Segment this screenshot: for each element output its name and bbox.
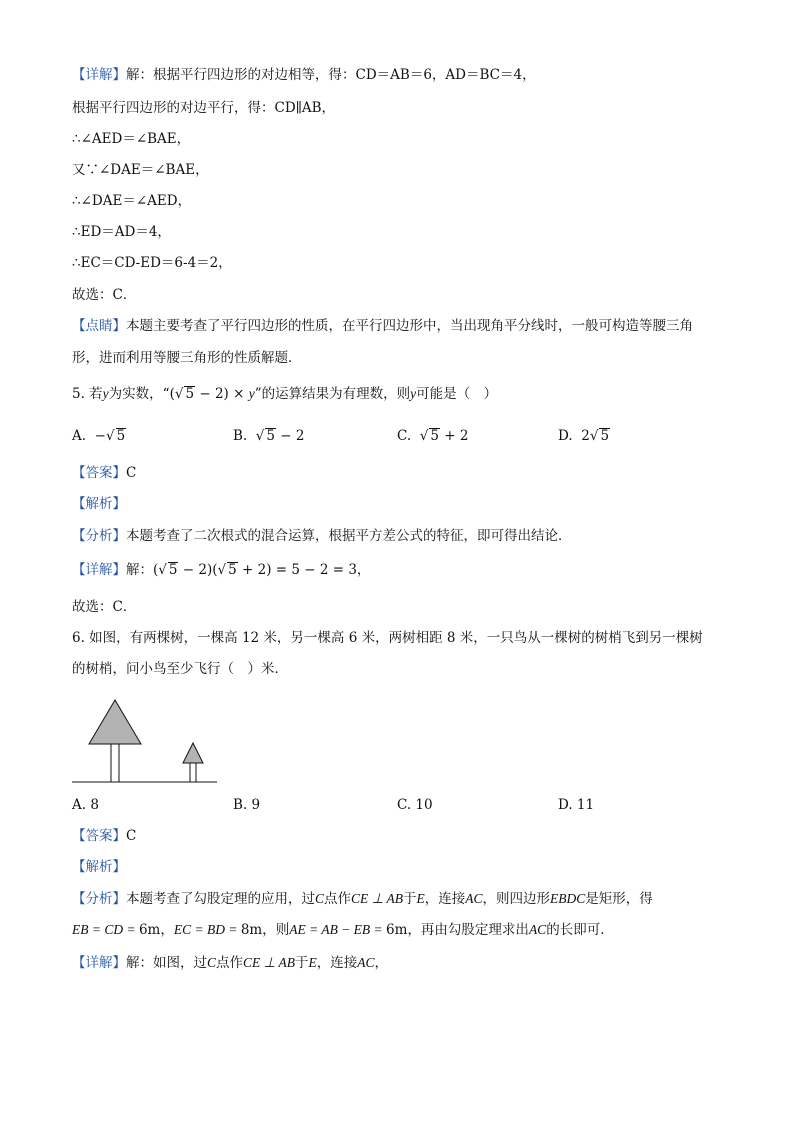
q5-stem-d: 可能是（ ）	[416, 386, 498, 402]
q5-fenxi-text: 本题考查了二次根式的混合运算，根据平方差公式的特征，即可得出结论．	[126, 528, 572, 544]
q6-d1-C: C	[207, 955, 217, 970]
q5-detail-mid: − 2)(	[178, 562, 218, 578]
q6-f1d: ，连接	[424, 891, 466, 907]
q6-f1-E: E	[416, 891, 425, 906]
q5-stem: 5. 若y为实数，“(√ 5 − 2) × y”的运算结果为有理数，则y可能是（ ）	[72, 386, 498, 402]
analysis-tag: 【解析】	[72, 859, 126, 875]
q5-analysis	[72, 494, 126, 514]
q6-option-c: C. 10	[397, 797, 433, 813]
short-tree-crown	[183, 743, 203, 763]
prev-detail-line-8: 故选：C．	[72, 287, 137, 303]
detail-tag: 【详解】	[72, 67, 126, 83]
q6-d1c: 于	[295, 955, 309, 971]
q6-f1a: 本题考查了勾股定理的应用，过	[126, 891, 315, 907]
q6-f1b: 点作	[324, 891, 352, 907]
q6-analysis	[72, 857, 126, 877]
q6-d1b: 点作	[216, 955, 244, 971]
q6-d1-AC: AC	[357, 955, 375, 970]
opt-b-suffix: − 2	[276, 428, 305, 444]
q5-detail-open: (	[153, 562, 159, 578]
q6-f1-C: C	[315, 891, 325, 906]
prev-detail-line-7: ∴EC＝CD-ED＝6-4＝2，	[72, 255, 232, 271]
answer-tag: 【答案】	[72, 828, 126, 844]
q6-f1f: 是矩形，得	[585, 891, 653, 907]
opt-a-label: A.	[72, 428, 87, 444]
q6-f2j: 的长即可．	[546, 922, 614, 938]
q5-fenxi	[72, 526, 572, 546]
q6-d1-E: E	[308, 955, 317, 970]
q6-f2i: ，再由勾股定理求出	[407, 922, 529, 938]
q6-f2d: EC = BD =	[173, 922, 241, 937]
q6-f2c: ，	[160, 922, 174, 938]
fenxi-tag: 【分析】	[72, 891, 126, 907]
opt-d-label: D.	[558, 428, 573, 444]
q6-option-a: A. 8	[72, 797, 99, 813]
q6-f1-CE: CE ⊥ AB	[351, 891, 404, 906]
q5-option-b: B. √ 5 − 2	[233, 428, 305, 444]
two-trees-figure	[70, 692, 220, 787]
detail-tag: 【详解】	[72, 955, 126, 971]
opt-c-suffix: + 2	[439, 428, 469, 444]
q6-f1e: ，则四边形	[482, 891, 551, 907]
q5-stem-a: 5. 若	[72, 386, 103, 402]
q6-answer-value: C	[126, 828, 137, 844]
q6-stem-2: 的树梢，问小鸟至少飞行（ ）米．	[72, 661, 288, 677]
q6-f2e: 8m	[240, 922, 263, 938]
opt-b-radicand: 5	[266, 428, 275, 444]
q6-stem-1: 6. 如图，有两棵树，一棵高 12 米，另一棵高 6 米，两树相距 8 米，一只鸟从一棵树的树梢飞到另一棵树	[72, 630, 703, 646]
prev-detail-line-6: ∴ED＝AD＝4，	[72, 224, 171, 240]
q5-stem-b: 为实数，“	[108, 386, 170, 402]
prev-comment-line-2: 形，进而利用等腰三角形的性质解题．	[72, 350, 302, 366]
q6-f2a: EB = CD =	[72, 922, 139, 937]
q5-stem-c: ”的运算结果为有理数，则	[254, 386, 411, 402]
opt-b-label: B.	[233, 428, 248, 444]
q6-d1e: ，	[374, 955, 389, 971]
q6-f2b: 6m	[138, 922, 161, 938]
q5-detail: 【详解】解：(√ 5 − 2)(√ 5 + 2) = 5 − 2 = 3，	[72, 562, 371, 578]
prev-text-1: 解：根据平行四边形的对边相等，得：CD＝AB＝6，AD＝BC＝4，	[126, 67, 536, 83]
opt-a-prefix: −	[94, 428, 106, 444]
detail-tag: 【详解】	[72, 562, 126, 578]
q5-expr-rest: − 2) ×	[195, 386, 249, 402]
opt-c-radicand: 5	[430, 428, 439, 444]
q5-option-a: A. −√ 5	[72, 428, 126, 444]
opt-c-label: C.	[397, 428, 412, 444]
tall-tree-trunk	[111, 744, 119, 782]
opt-a-radicand: 5	[116, 428, 126, 444]
q5-answer-value: C	[126, 465, 137, 481]
q5-detail-radicand-1: 5	[168, 562, 178, 578]
q6-d1d: ，连接	[316, 955, 358, 971]
q5-detail-a: 解：	[126, 562, 153, 578]
comment-tag: 【点睛】	[72, 318, 126, 334]
prev-detail-line-3: ∴∠AED＝∠BAE，	[72, 131, 191, 147]
q5-option-c: C. √ 5 + 2	[397, 428, 469, 444]
q6-f1c: 于	[403, 891, 417, 907]
q6-d1-CE: CE ⊥ AB	[243, 955, 296, 970]
prev-detail-line-4: 又∵∠DAE＝∠BAE，	[72, 162, 209, 178]
q5-choose: 故选：C．	[72, 599, 137, 615]
q6-f2-AC: AC	[528, 922, 547, 937]
q6-detail	[72, 953, 388, 973]
q6-d1a: 解：如图，过	[126, 955, 207, 971]
opt-d-prefix: 2	[581, 428, 590, 444]
q6-option-b: B. 9	[233, 797, 261, 813]
q5-var-y: y	[102, 386, 109, 401]
answer-tag: 【答案】	[72, 465, 126, 481]
q5-detail-end: + 2) = 5 − 2 = 3，	[237, 562, 371, 578]
fenxi-tag: 【分析】	[72, 528, 126, 544]
q5-expr-open: (	[169, 386, 175, 402]
q6-f1-EBDC: EBDC	[550, 891, 586, 906]
tall-tree-crown	[89, 700, 141, 744]
opt-d-radicand: 5	[600, 428, 610, 444]
q5-detail-radicand-2: 5	[228, 562, 237, 578]
q5-expr-y: y	[248, 386, 255, 401]
prev-comment-text: 本题主要考查了平行四边形的性质，在平行四边形中，当出现角平分线时，一般可构造等腰三角	[126, 318, 693, 334]
q5-option-d: D. 2√ 5	[558, 428, 610, 444]
prev-detail-line-2: 根据平行四边形的对边平行，得：CD∥AB，	[72, 100, 336, 116]
q6-answer	[72, 826, 136, 846]
q5-answer	[72, 463, 136, 483]
prev-detail-line-1	[72, 65, 536, 85]
q6-fenxi-1	[72, 889, 653, 909]
q6-f1-AC: AC	[465, 891, 483, 906]
q6-f2g: AE = AB − EB =	[289, 922, 387, 937]
q5-expr-radicand: 5	[185, 386, 195, 402]
q5-var-y-2: y	[410, 386, 417, 401]
prev-comment-line-1	[72, 316, 693, 336]
q6-fenxi-2	[72, 920, 614, 940]
q6-option-d: D. 11	[558, 797, 595, 813]
q6-f2f: ，则	[262, 922, 290, 938]
prev-detail-line-5: ∴∠DAE＝∠AED，	[72, 193, 192, 209]
analysis-tag: 【解析】	[72, 496, 126, 512]
q6-f2h: 6m	[386, 922, 408, 938]
short-tree-trunk	[190, 763, 196, 782]
